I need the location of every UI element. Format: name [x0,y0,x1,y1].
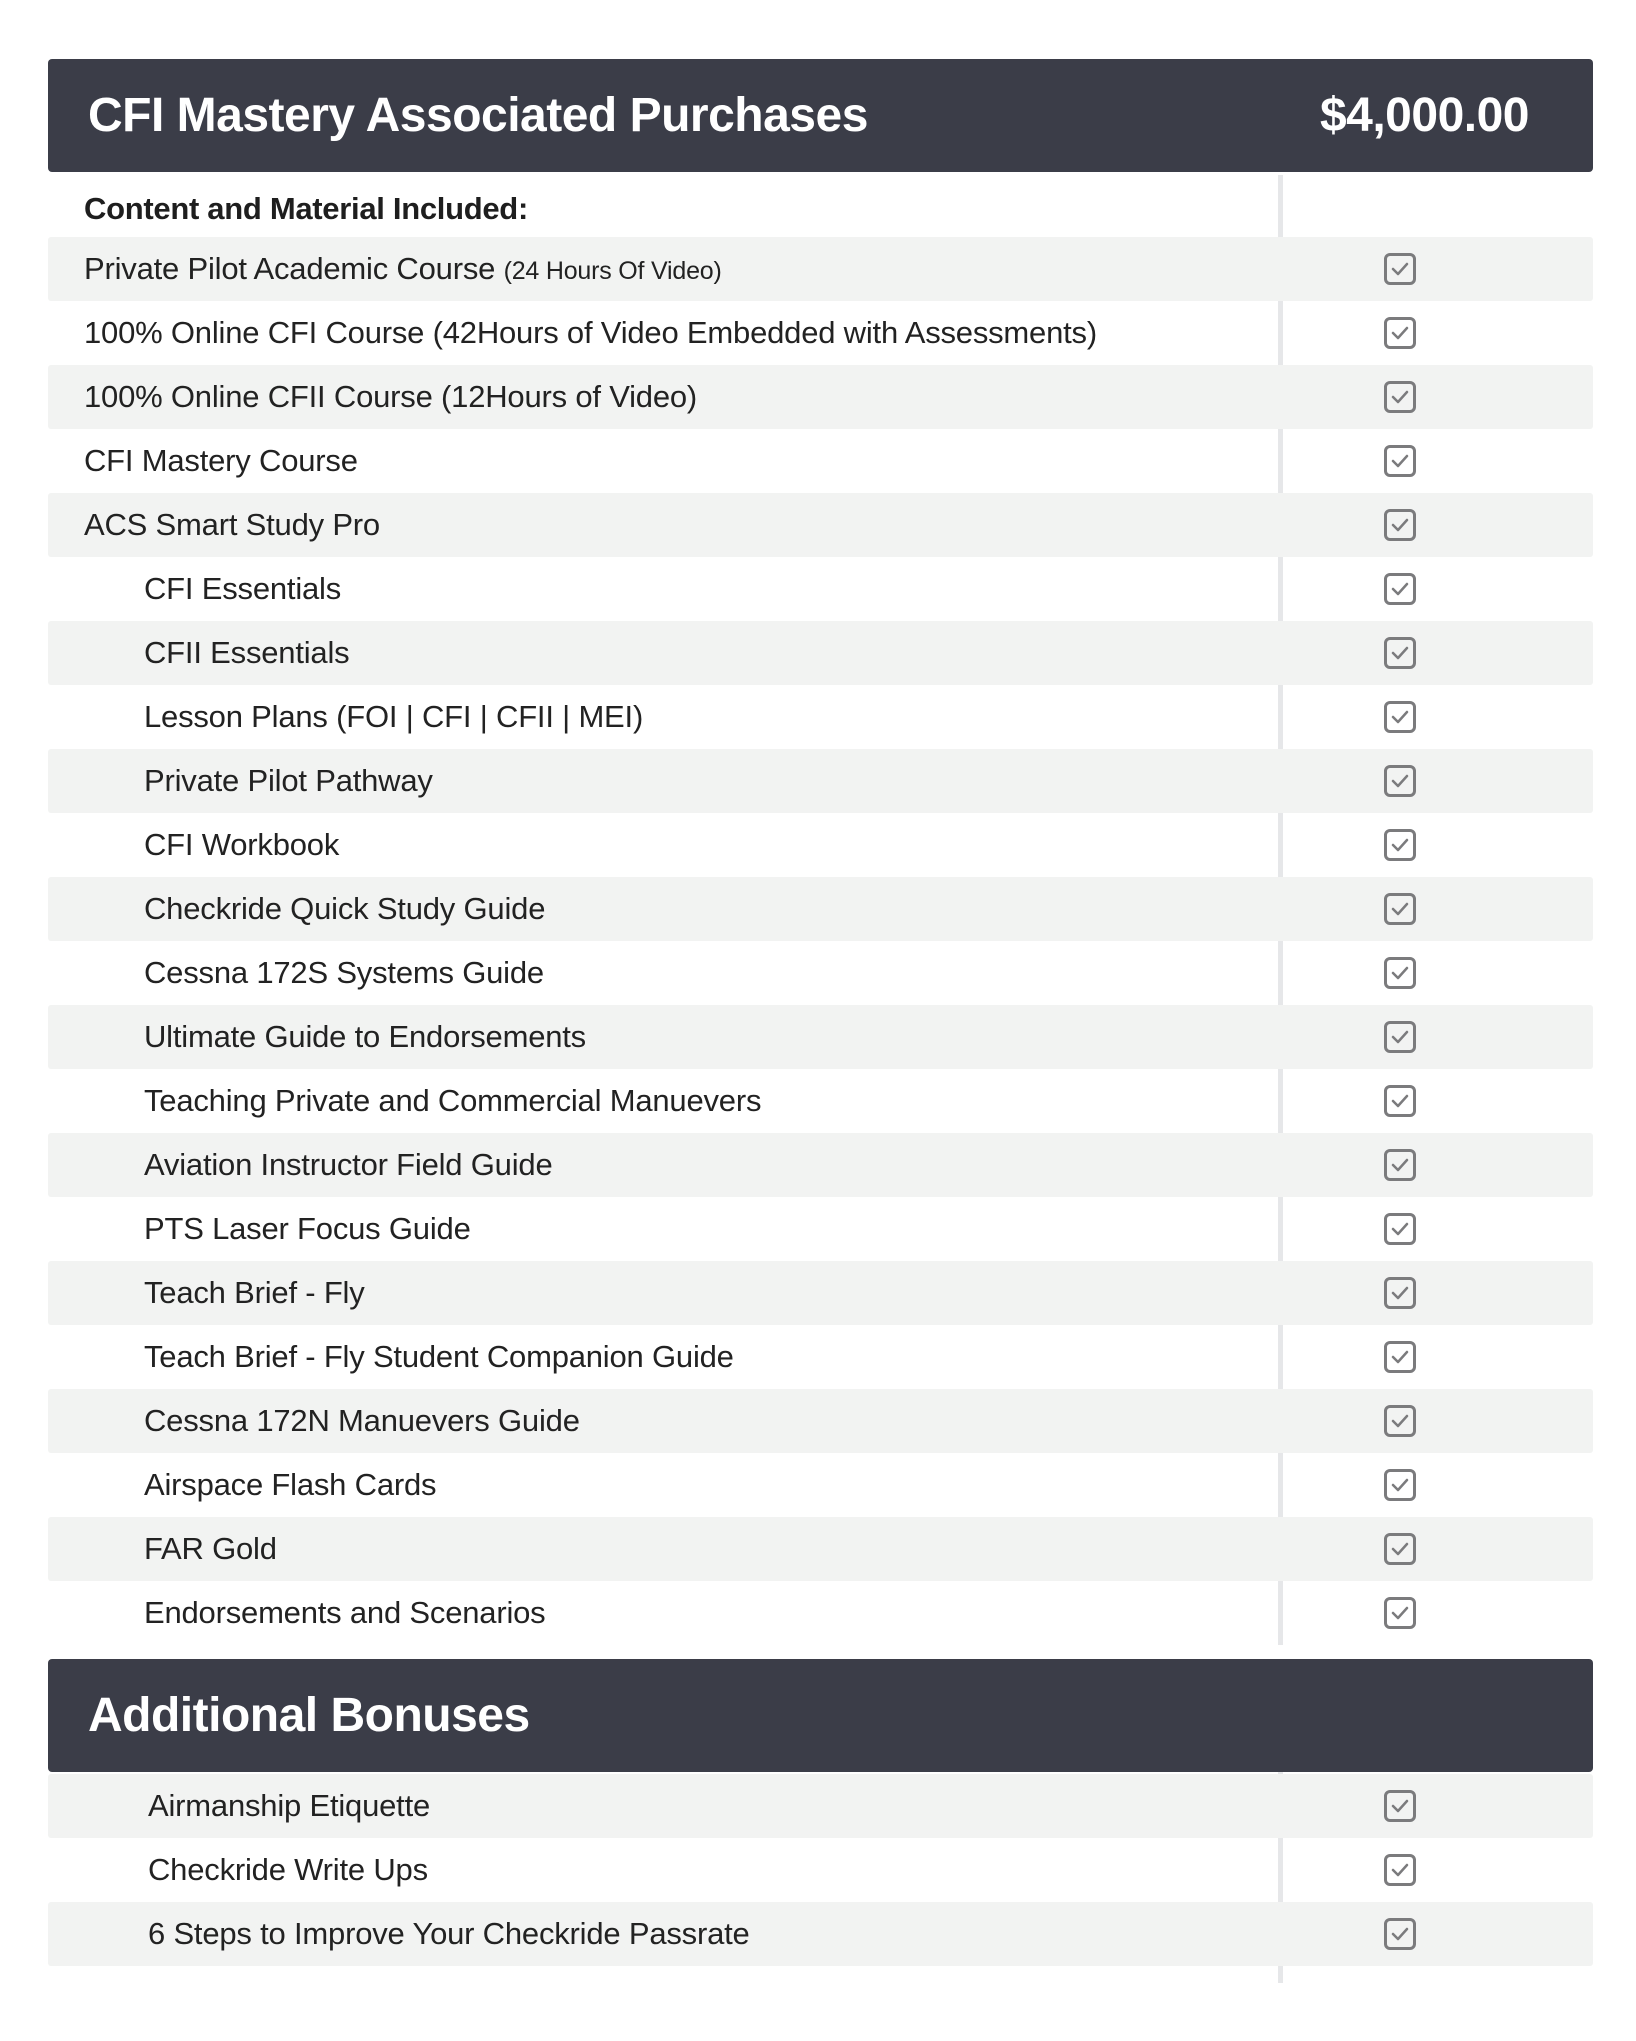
checkbox-checked-icon [1384,765,1416,797]
list-item [48,877,1593,941]
checkbox-checked-icon [1384,1149,1416,1181]
list-item [48,1069,1593,1133]
item-text: Cessna 172N Manuevers Guide [144,1403,580,1438]
item-label [144,1467,436,1503]
checkbox-checked-icon [1384,381,1416,413]
bonus-list [48,1774,1593,1966]
checkbox-checked-icon [1384,1277,1416,1309]
list-item [48,1133,1593,1197]
checkbox-checked-icon [1384,253,1416,285]
item-text: Lesson Plans (FOI | CFI | CFII | MEI) [144,699,644,734]
list-item [48,301,1593,365]
item-label [144,699,643,735]
checkbox-checked-icon [1384,893,1416,925]
list-item [48,813,1593,877]
checkbox-checked-icon [1384,1085,1416,1117]
item-label [144,1339,734,1375]
price-header [48,59,1593,172]
checkbox-checked-icon [1384,1790,1416,1822]
list-item [48,1197,1593,1261]
item-text: PTS Laser Focus Guide [144,1211,471,1246]
item-text: 6 Steps to Improve Your Checkride Passrate [148,1916,750,1951]
item-label [144,1211,471,1247]
item-label [148,1916,750,1952]
list-item [48,1581,1593,1645]
checkbox-checked-icon [1384,957,1416,989]
item-label [144,1147,553,1183]
item-label [148,1788,430,1824]
item-text: Teach Brief - Fly [144,1275,365,1310]
item-text: FAR Gold [144,1531,277,1566]
list-item [48,493,1593,557]
section-label: Content and Material Included: [84,191,528,226]
checkbox-checked-icon [1384,509,1416,541]
item-text: Private Pilot Pathway [144,763,433,798]
item-label [144,955,544,991]
list-item [48,557,1593,621]
item-label [144,827,339,863]
item-text: 100% Online CFI Course (42Hours of Video Embedded with Assessments) [84,315,1097,350]
list-item [48,237,1593,301]
checkbox-checked-icon [1384,637,1416,669]
item-text: Cessna 172S Systems Guide [144,955,544,990]
item-text: Checkride Write Ups [148,1852,428,1887]
checkbox-checked-icon [1384,1213,1416,1245]
header-title: CFI Mastery Associated Purchases [88,89,868,142]
checkbox-checked-icon [1384,1405,1416,1437]
list-item [48,1517,1593,1581]
item-text: Airmanship Etiquette [148,1788,431,1823]
checkbox-checked-icon [1384,1533,1416,1565]
item-label [84,379,697,415]
item-label [144,891,545,927]
list-item [48,621,1593,685]
item-label [144,1019,586,1055]
checkbox-checked-icon [1384,1021,1416,1053]
checkbox-checked-icon [1384,317,1416,349]
checkbox-checked-icon [1384,1469,1416,1501]
item-label [84,315,1097,351]
item-text: CFI Essentials [144,571,342,606]
item-text: Aviation Instructor Field Guide [144,1147,553,1182]
item-text: CFI Workbook [144,827,340,862]
list-item [48,1005,1593,1069]
item-text: Teach Brief - Fly Student Companion Guide [144,1339,734,1374]
item-label [84,251,722,287]
item-note: (24 Hours Of Video) [503,257,722,285]
item-label [148,1852,428,1888]
checkbox-checked-icon [1384,829,1416,861]
item-label [84,443,358,479]
item-text: 100% Online CFII Course (12Hours of Video) [84,379,698,414]
item-text: Teaching Private and Commercial Manuevers [144,1083,762,1118]
item-text: CFI Mastery Course [84,443,358,478]
list-item [48,941,1593,1005]
bonus-header [48,1659,1593,1772]
item-label [144,635,349,671]
checkbox-checked-icon [1384,1341,1416,1373]
checkbox-checked-icon [1384,1597,1416,1629]
items-list [48,237,1593,1645]
list-item [48,429,1593,493]
item-label [144,1083,761,1119]
checkbox-checked-icon [1384,1854,1416,1886]
item-label [144,1531,277,1567]
list-item [48,1838,1593,1902]
item-label [144,763,433,799]
list-item [48,365,1593,429]
list-item [48,1453,1593,1517]
item-text: Private Pilot Academic Course [84,251,496,286]
list-item [48,685,1593,749]
bonus-title: Additional Bonuses [88,1689,530,1742]
list-item [48,1325,1593,1389]
checkbox-checked-icon [1384,701,1416,733]
item-label [144,571,341,607]
item-text: Ultimate Guide to Endorsements [144,1019,586,1054]
list-item [48,1261,1593,1325]
item-text: Endorsements and Scenarios [144,1595,546,1630]
checkbox-checked-icon [1384,445,1416,477]
item-label [144,1403,580,1439]
item-text: Airspace Flash Cards [144,1467,437,1502]
list-item [48,1774,1593,1838]
list-item [48,749,1593,813]
checkbox-checked-icon [1384,1918,1416,1950]
item-text: ACS Smart Study Pro [84,507,380,542]
list-item [48,1902,1593,1966]
list-item [48,1389,1593,1453]
item-text: Checkride Quick Study Guide [144,891,546,926]
item-text: CFII Essentials [144,635,350,670]
header-price: $4,000.00 [1319,89,1529,142]
item-label [84,507,380,543]
checkbox-checked-icon [1384,573,1416,605]
item-label [144,1275,365,1311]
item-label [144,1595,545,1631]
